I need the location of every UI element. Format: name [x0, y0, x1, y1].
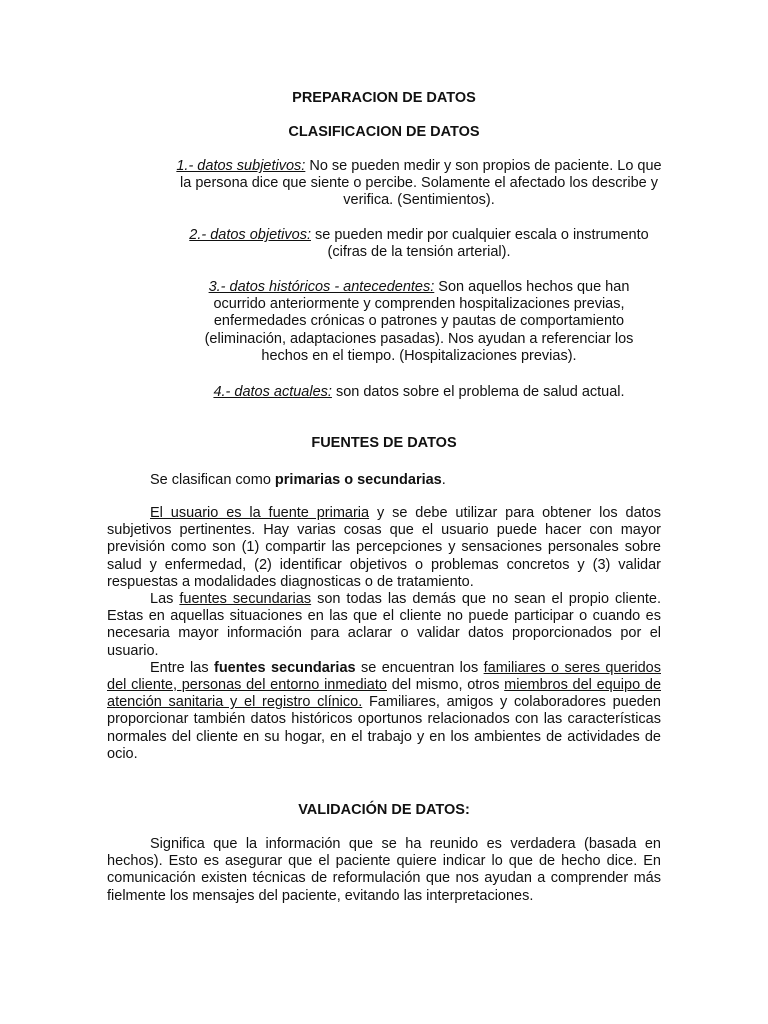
- fuentes-p3-pre: Entre las: [150, 659, 214, 676]
- item-2-term: 2.- datos objetivos:: [189, 227, 311, 243]
- item-4-text: son datos sobre el problema de salud actual.: [331, 384, 625, 400]
- clasificacion-heading: CLASIFICACION DE DATOS: [288, 124, 480, 140]
- main-title: PREPARACION DE DATOS: [292, 90, 476, 106]
- fuentes-intro-bold: primarias o secundarias: [274, 472, 442, 488]
- fuentes-p1-text: y se debe utilizar para obtener los datos subjetivos pertinentes. Hay varias cosas que el usuario puede hacer con mayor previsión como son (1) compartir las percepciones y sensaciones personales sobre salud y enfermedad, (2) identificar objetivos o problemas concretos y (3) validar respuestas a modalidades diagnosticas o de tratamiento.: [107, 505, 661, 590]
- fuentes-secundarias-link: fuentes secundarias: [179, 591, 312, 608]
- clasificacion-item-2: [176, 227, 662, 261]
- fuentes-p2-pre: Las: [150, 591, 180, 608]
- fuentes-paragraph-2: [107, 591, 661, 660]
- item-3-term: 3.- datos históricos - antecedentes:: [208, 279, 435, 295]
- fuentes-p3-mid2: del mismo, otros: [386, 677, 505, 694]
- item-4-term: 4.- datos actuales:: [213, 384, 332, 400]
- clasificacion-item-3: [190, 279, 648, 365]
- fuentes-p3-text: Familiares, amigos y colaboradores pueden proporcionar también datos históricos oportunos relacionados con las características normales del cliente en su hogar, en el trabajo y en los ambientes de actividades de ocio.: [107, 694, 661, 762]
- miembros-equipo-link: miembros del equipo de atención sanitaria y el registro clínico.: [107, 677, 662, 711]
- fuentes-heading: FUENTES DE DATOS: [311, 435, 457, 451]
- fuentes-p3-mid1: se encuentran los: [355, 659, 484, 676]
- fuentes-p3-bold: fuentes secundarias: [214, 659, 356, 676]
- clasificacion-item-4: [176, 384, 662, 401]
- item-1-text: No se pueden medir y son propios de paciente. Lo que la persona dice que siente o percibe. Solamente el afectado los describe y verifica. (Sentimientos).: [180, 158, 662, 209]
- item-3-text: Son aquellos hechos que han ocurrido anteriormente y comprenden hospitalizaciones previas, enfermedades crónicas o patrones y pautas de comportamiento (eliminación, adaptaciones pasadas). Nos ayudan a referenciar los hechos en el tiempo. (Hospitalizaciones previas).: [204, 279, 634, 364]
- validacion-paragraph: Significa que la información que se ha reunido es verdadera (basada en hechos). Esto es asegurar que el paciente quiere indicar lo que de hecho dice. En comunicación existen técnicas de reformulación que nos ayudan a comprender más fielmente los mensajes del paciente, evitando las interpretaciones.: [107, 836, 661, 904]
- fuentes-body: [107, 505, 661, 763]
- familiares-link: familiares o seres queridos del cliente, personas del entorno inmediato: [107, 659, 661, 694]
- clasificacion-item-1: [176, 158, 662, 210]
- item-1-term: 1.- datos subjetivos:: [176, 158, 306, 174]
- fuente-primaria-link: El usuario es la fuente primaria: [150, 505, 370, 521]
- fuentes-p2-text: son todas las demás que no sean el propio cliente. Estas en aquellas situaciones en las que el cliente no puede participar o cuando es necesaria mayor información para aclarar o validar datos proporcionados por el usuario.: [107, 591, 661, 659]
- validacion-heading: VALIDACIÓN DE DATOS:: [298, 802, 470, 818]
- fuentes-intro-post: .: [441, 472, 446, 488]
- fuentes-intro-pre: Se clasifican como: [150, 472, 275, 488]
- fuentes-paragraph-3: [107, 660, 661, 763]
- item-2-text: se pueden medir por cualquier escala o instrumento (cifras de la tensión arterial).: [310, 227, 649, 261]
- fuentes-paragraph-1: [107, 505, 661, 591]
- fuentes-intro: [107, 472, 661, 489]
